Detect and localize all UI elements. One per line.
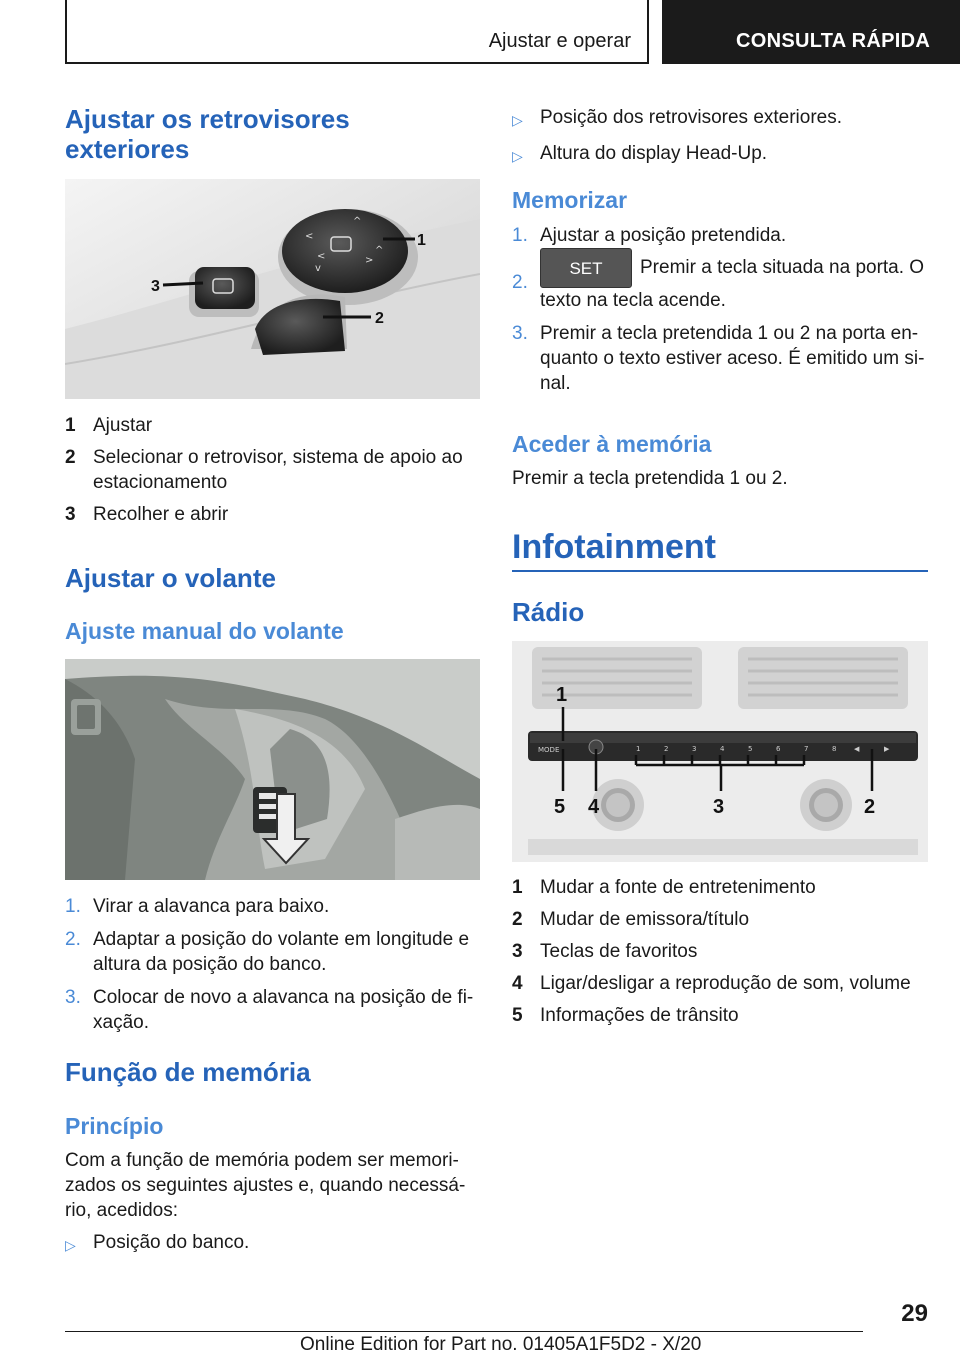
memory-bullets-left [65, 1230, 480, 1266]
svg-text:>: > [365, 255, 374, 266]
recall-text: Premir a tecla pretendida 1 ou 2. [512, 468, 788, 489]
list-item: 4 Ligar/desligar a reprodução de som, volume [512, 973, 911, 994]
mirror-controls-illustration [65, 179, 480, 399]
list-item: 1. Virar a alavanca para baixo. [65, 896, 330, 917]
mirror-callout-3: 3 [151, 278, 160, 295]
svg-text:▶: ▶ [884, 745, 890, 753]
memorize-steps [512, 223, 928, 404]
list-item: ▷ Altura do display Head-Up. [512, 141, 928, 169]
mirrors-title: Ajustar os retrovisores exteriores [65, 104, 350, 164]
svg-text:^: ^ [353, 216, 362, 227]
radio-panel-illustration [512, 641, 928, 862]
radio-callout-4: 4 [588, 796, 600, 818]
list-item: 1 Mudar a fonte de entretenimento [512, 877, 816, 898]
bullet-triangle-icon: ▷ [512, 112, 523, 128]
svg-text:v: v [315, 263, 321, 274]
radio-callout-3: 3 [713, 796, 725, 818]
favorite-key-2-label: 2 [664, 745, 669, 753]
radio-panel-figure [512, 641, 928, 862]
list-item: 2. Adaptar a posição do volante em longitude e altura da posição do banco. [65, 929, 470, 975]
memory-text: Com a função de memória podem ser memorizados os seguintes ajustes e, quando necessário, acedidos: [65, 1150, 466, 1221]
wheel-steps [65, 894, 480, 1043]
list-item: 3 Teclas de favoritos [512, 941, 698, 962]
radio-callout-5: 5 [554, 796, 566, 818]
list-item: 2. SET Premir a tecla situada na porta. O texto na tecla acende. [512, 260, 928, 313]
memory-title: Função de memória [65, 1057, 311, 1087]
radio-title: Rádio [512, 597, 585, 627]
list-item: 2 Mudar de emissora/título [512, 909, 750, 930]
list-item: ▷ Posição dos retrovisores exteriores. [512, 105, 928, 133]
svg-text:^: ^ [375, 245, 384, 256]
svg-text:<: < [317, 251, 326, 262]
favorite-key-8-label: 8 [832, 745, 837, 753]
memory-subtitle: Princípio [65, 1113, 164, 1139]
mirror-callout-1: 1 [417, 232, 426, 249]
list-item: 1. Ajustar a posição pretendida. [512, 225, 787, 246]
radio-legend [512, 875, 928, 1035]
list-item: 2 Selecionar o retrovisor, sistema de apoio ao estacionamento [65, 447, 463, 493]
steering-column-figure [65, 659, 480, 880]
steering-lever-illustration [65, 659, 480, 880]
radio-callout-2: 2 [864, 796, 876, 818]
favorite-key-1-label: 1 [636, 745, 641, 753]
footer-divider [65, 1331, 863, 1332]
mirror-legend [65, 413, 480, 534]
favorite-key-4-label: 4 [720, 745, 725, 753]
bullet-triangle-icon: ▷ [512, 148, 523, 164]
header-frame [65, 0, 649, 64]
infotainment-title: Infotainment [512, 528, 716, 566]
mode-key-label: MODE [538, 746, 560, 754]
wheel-title: Ajustar o volante [65, 563, 276, 593]
bullet-triangle-icon: ▷ [65, 1237, 76, 1253]
wheel-subtitle: Ajuste manual do volante [65, 618, 344, 644]
mirror-callout-2: 2 [375, 310, 384, 327]
svg-text:<: < [305, 231, 314, 242]
list-item: 5 Informações de trânsito [512, 1005, 739, 1026]
mirror-controls-figure [65, 179, 480, 399]
list-item: 3 Recolher e abrir [65, 504, 229, 525]
favorite-key-5-label: 5 [748, 745, 753, 753]
svg-text:◀: ◀ [854, 745, 860, 753]
recall-title: Aceder à memória [512, 431, 712, 457]
radio-callout-1: 1 [556, 684, 568, 706]
list-item: 3. Premir a tecla pretendida 1 ou 2 na porta enquanto o texto estiver aceso. É emitido um sinal. [512, 323, 925, 394]
memory-bullets-right [512, 105, 928, 177]
header-section-title: Ajustar e operar [488, 30, 631, 52]
header-tab-quick-reference[interactable]: CONSULTA RÁPIDA [662, 0, 960, 64]
list-item: ▷ Posição do banco. [65, 1230, 480, 1258]
favorite-key-3-label: 3 [692, 745, 697, 753]
page-number: 29 [901, 1300, 928, 1327]
list-item: 1 Ajustar [65, 415, 153, 436]
footer-edition: Online Edition for Part no. 01405A1F5D2 - X/20 [300, 1334, 702, 1355]
section-divider [512, 570, 928, 572]
favorite-key-7-label: 7 [804, 745, 809, 753]
memorize-title: Memorizar [512, 187, 628, 213]
favorite-key-6-label: 6 [776, 745, 781, 753]
set-button[interactable]: SET [540, 248, 632, 288]
list-item: 3. Colocar de novo a alavanca na posição de fixação. [65, 987, 474, 1033]
